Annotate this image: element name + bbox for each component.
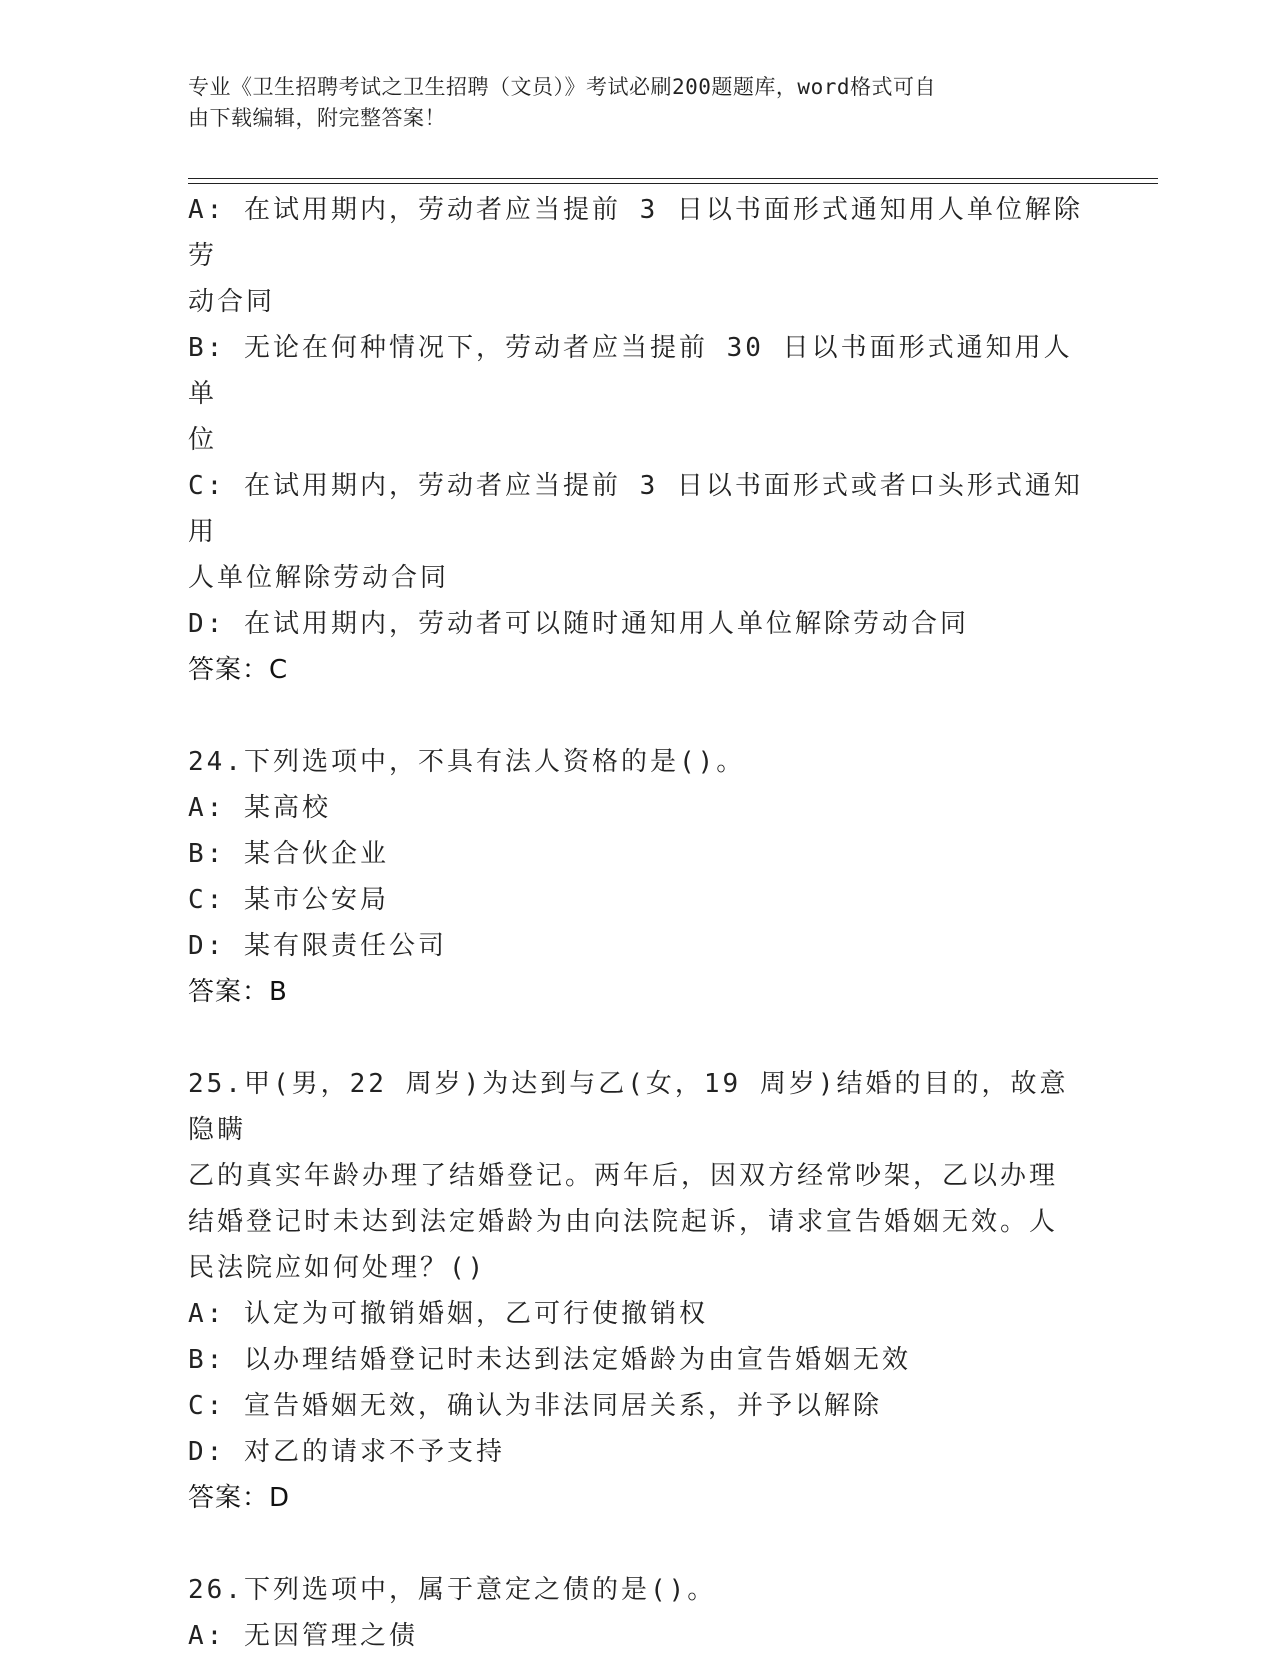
q25-option-c: C: 宣告婚姻无效，确认为非法同居关系，并予以解除 xyxy=(188,1391,882,1421)
question-26 xyxy=(188,1567,1088,1659)
q23-option-d: D: 在试用期内，劳动者可以随时通知用人单位解除劳动合同 xyxy=(188,609,969,639)
header-line-1: 专业《卫生招聘考试之卫生招聘（文员）》考试必刷200题题库，word格式可自 xyxy=(188,75,936,99)
question-23 xyxy=(188,187,1088,693)
q23-option-a-line-1: A: 在试用期内，劳动者应当提前 3 日以书面形式通知用人单位解除劳 xyxy=(188,195,1083,271)
q23-option-b-line-1: B: 无论在何种情况下，劳动者应当提前 30 日以书面形式通知用人单 xyxy=(188,333,1073,409)
q25-option-a: A: 认定为可撤销婚姻，乙可行使撤销权 xyxy=(188,1299,708,1329)
q23-option-a-line-2: 动合同 xyxy=(188,287,276,317)
q24-option-b: B: 某合伙企业 xyxy=(188,839,389,869)
header-line-2: 由下载编辑，附完整答案！ xyxy=(188,106,446,130)
q26-question: 26.下列选项中，属于意定之债的是()。 xyxy=(188,1575,717,1605)
q25-question-line-2: 乙的真实年龄办理了结婚登记。两年后，因双方经常吵架，乙以办理 xyxy=(188,1161,1059,1191)
spacer xyxy=(188,693,1088,739)
question-25 xyxy=(188,1061,1088,1521)
q23-option-b-line-2: 位 xyxy=(188,425,218,455)
q25-question-line-3: 结婚登记时未达到法定婚龄为由向法院起诉，请求宣告婚姻无效。人 xyxy=(188,1207,1059,1237)
q24-option-d: D: 某有限责任公司 xyxy=(188,931,447,961)
q23-answer: 答案：C xyxy=(188,655,289,685)
q23-option-c-line-1: C: 在试用期内，劳动者应当提前 3 日以书面形式或者口头形式通知用 xyxy=(188,471,1083,547)
q24-option-a: A: 某高校 xyxy=(188,793,331,823)
q25-option-b: B: 以办理结婚登记时未达到法定婚龄为由宣告婚姻无效 xyxy=(188,1345,911,1375)
question-list xyxy=(188,187,1088,1659)
q24-question: 24.下列选项中，不具有法人资格的是()。 xyxy=(188,747,746,777)
q25-question-line-1: 25.甲(男，22 周岁)为达到与乙(女，19 周岁)结婚的目的，故意隐瞒 xyxy=(188,1069,1069,1145)
spacer xyxy=(188,1521,1088,1567)
document-header xyxy=(188,72,1068,134)
q26-option-a: A: 无因管理之债 xyxy=(188,1621,418,1651)
q24-answer: 答案：B xyxy=(188,977,288,1007)
header-divider-bottom xyxy=(188,183,1158,184)
question-24 xyxy=(188,739,1088,1015)
q25-option-d: D: 对乙的请求不予支持 xyxy=(188,1437,505,1467)
q25-answer: 答案：D xyxy=(188,1483,291,1513)
header-divider-top xyxy=(188,178,1158,179)
q25-question-line-4: 民法院应如何处理？() xyxy=(188,1253,487,1283)
q23-option-c-line-2: 人单位解除劳动合同 xyxy=(188,563,450,593)
q24-option-c: C: 某市公安局 xyxy=(188,885,389,915)
spacer xyxy=(188,1015,1088,1061)
